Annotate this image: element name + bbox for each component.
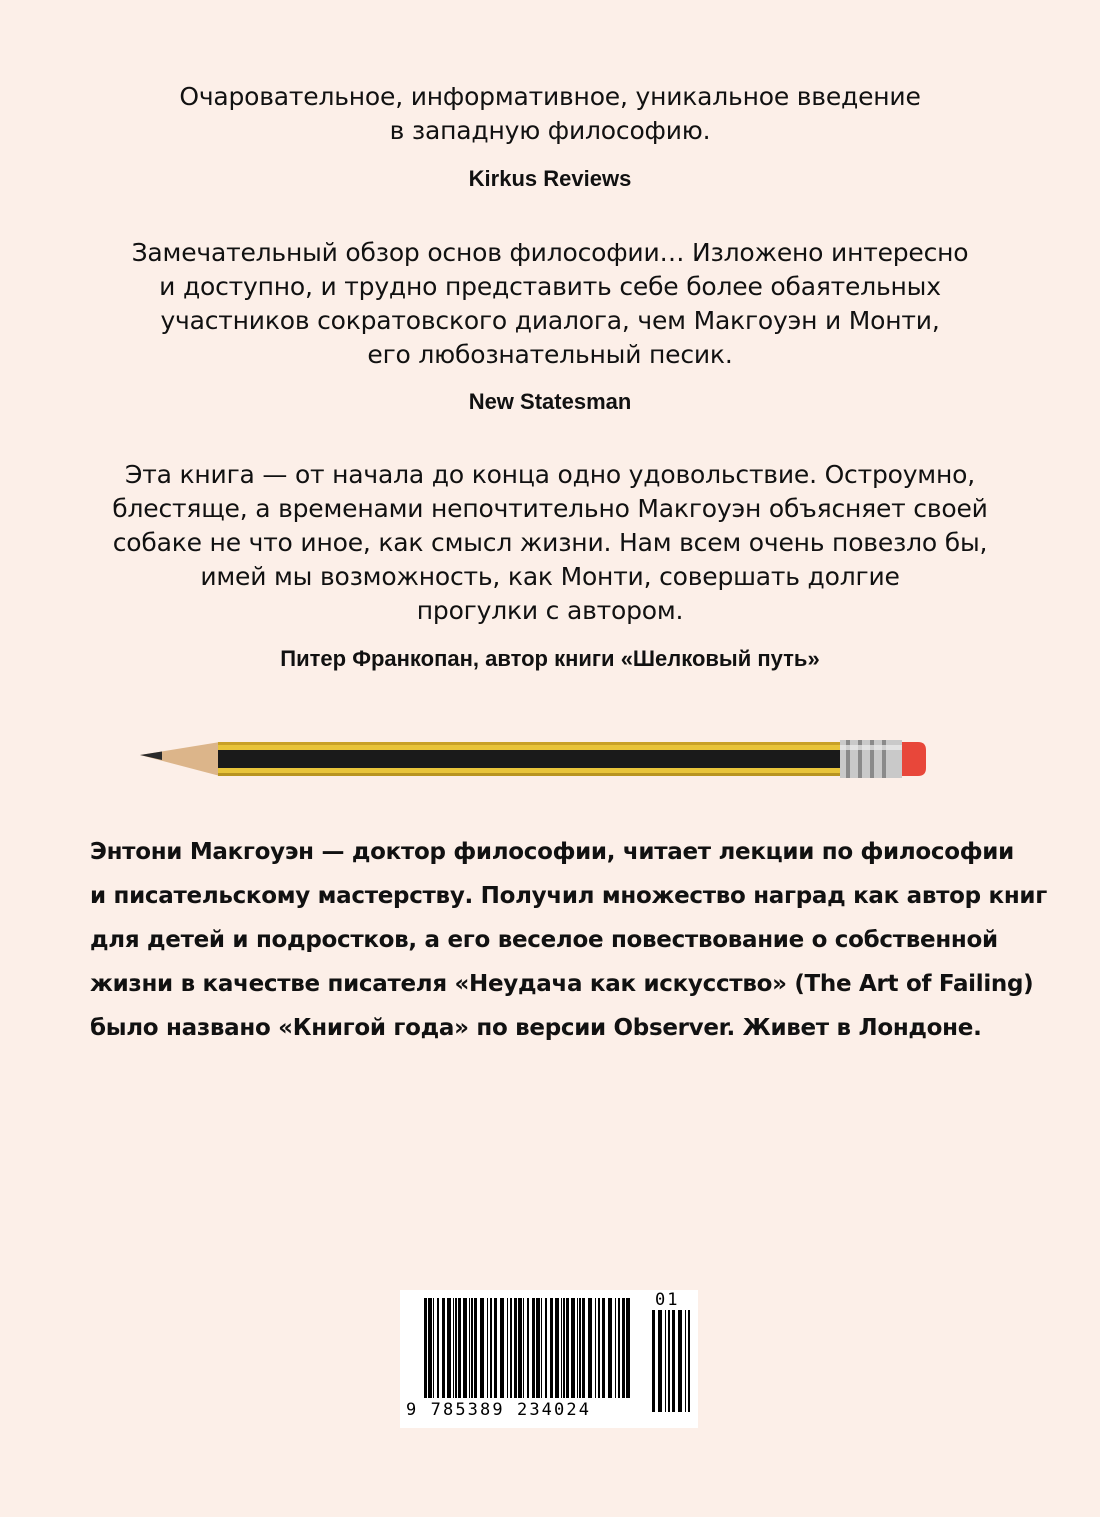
quote-line: его любознательный песик. [367, 340, 733, 369]
barcode-bar [665, 1310, 666, 1412]
quote-line: в западную философию. [389, 116, 711, 145]
pencil-lead [140, 752, 162, 761]
barcode-bar [447, 1298, 451, 1398]
isbn-barcode [400, 1290, 698, 1428]
quote-line: Замечательный обзор основ философии… Изложено интересно [131, 238, 969, 267]
quote-line: Очаровательное, информативное, уникальное введение [179, 82, 921, 111]
bio-line: Энтони Макгоуэн — доктор философии, читает лекции по философии [90, 839, 1014, 865]
quote-line: прогулки с автором. [416, 596, 684, 625]
barcode-bar [595, 1298, 596, 1398]
bio-line: было названо «Книгой года» по версии Observer. Живет в Лондоне. [90, 1015, 982, 1041]
ferrule-shine [840, 745, 902, 750]
barcode-bar [500, 1298, 504, 1398]
isbn-digits: 9 785389 234024 [406, 1400, 592, 1420]
bio-line: для детей и подростков, а его веселое повествование о собственной [90, 927, 998, 953]
barcode-bar [618, 1298, 620, 1398]
barcode-bar [579, 1298, 581, 1398]
barcode-bar [582, 1298, 585, 1398]
barcode-bar [688, 1310, 690, 1412]
barcode-bar [510, 1298, 512, 1398]
barcode-bar [672, 1310, 675, 1412]
barcode-bar [588, 1298, 592, 1398]
barcode-bar [658, 1310, 662, 1412]
pencil-stripe [218, 750, 840, 768]
barcode-bar [555, 1298, 559, 1398]
barcode-bar [494, 1298, 497, 1398]
barcode-bar [626, 1298, 630, 1398]
barcode-bar [541, 1298, 542, 1398]
barcode-bar [571, 1298, 575, 1398]
barcode-bar [480, 1298, 484, 1398]
barcode-bar [514, 1298, 517, 1398]
barcode-bar [442, 1298, 445, 1398]
barcode-bar [545, 1298, 547, 1398]
barcode-bar [622, 1298, 625, 1398]
pencil-icon [140, 735, 940, 785]
barcode-bar [428, 1298, 432, 1398]
barcode-bar [455, 1298, 457, 1398]
barcode-bar [437, 1298, 439, 1398]
barcode-addon-digits: 01 [655, 1290, 680, 1310]
barcode-bar [598, 1298, 600, 1398]
barcode-bar [487, 1298, 488, 1398]
barcode-bar [453, 1298, 454, 1398]
quote-line: имей мы возможность, как Монти, совершать долгие [200, 562, 900, 591]
pencil-wood-tip [140, 742, 220, 776]
barcode-bar [507, 1298, 508, 1398]
quote-frankopan [0, 458, 1100, 628]
quote-line: собаке не что иное, как смысл жизни. Нам всем очень повезло бы, [112, 528, 988, 557]
barcode-bar [652, 1310, 655, 1412]
pencil-edge [218, 742, 840, 745]
barcode-bar [532, 1298, 535, 1398]
barcode-bar [602, 1298, 605, 1398]
quote-source-new-statesman: New Statesman [468, 389, 632, 414]
barcode-bar [577, 1298, 578, 1398]
barcode-bar [471, 1298, 473, 1398]
pencil-edge [218, 773, 840, 776]
pencil-eraser [902, 742, 926, 776]
barcode-bar [566, 1298, 569, 1398]
barcode-bar [463, 1298, 467, 1398]
barcode-bar [608, 1298, 612, 1398]
quote-new-statesman [0, 236, 1100, 372]
quote-source-kirkus: Kirkus Reviews [468, 166, 632, 191]
barcode-bar [668, 1310, 670, 1412]
barcode-bar [518, 1298, 522, 1398]
barcode-bar [527, 1298, 529, 1398]
quote-source-frankopan: Питер Франкопан, автор книги «Шелковый путь» [280, 646, 820, 671]
quote-line: блестяще, а временами непочтительно Макгоуэн объясняет своей [112, 494, 988, 523]
barcode-bar [678, 1310, 682, 1412]
barcode-bar [563, 1298, 565, 1398]
bio-line: и писательскому мастерству. Получил множество наград как автор книг [90, 883, 1047, 909]
barcode-bar [523, 1298, 524, 1398]
quote-kirkus [0, 80, 1100, 148]
barcode-bar [615, 1298, 616, 1398]
barcode-bar [490, 1298, 492, 1398]
quote-line: участников сократовского диалога, чем Макгоуэн и Монти, [160, 306, 940, 335]
barcode-bar [433, 1298, 434, 1398]
bio-line: жизни в качестве писателя «Неудача как искусство» (The Art of Failing) [90, 971, 1034, 997]
barcode-bar [561, 1298, 562, 1398]
barcode-bar [424, 1298, 427, 1398]
barcode-bar [550, 1298, 553, 1398]
barcode-bar [474, 1298, 477, 1398]
quote-line: Эта книга — от начала до конца одно удовольствие. Остроумно, [125, 460, 975, 489]
author-bio [90, 830, 1050, 1050]
barcode-bar [469, 1298, 470, 1398]
quote-line: и доступно, и трудно представить себе более обаятельных [159, 272, 941, 301]
barcode-bar [458, 1298, 461, 1398]
barcode-bar [685, 1310, 686, 1412]
barcode-bar [536, 1298, 540, 1398]
